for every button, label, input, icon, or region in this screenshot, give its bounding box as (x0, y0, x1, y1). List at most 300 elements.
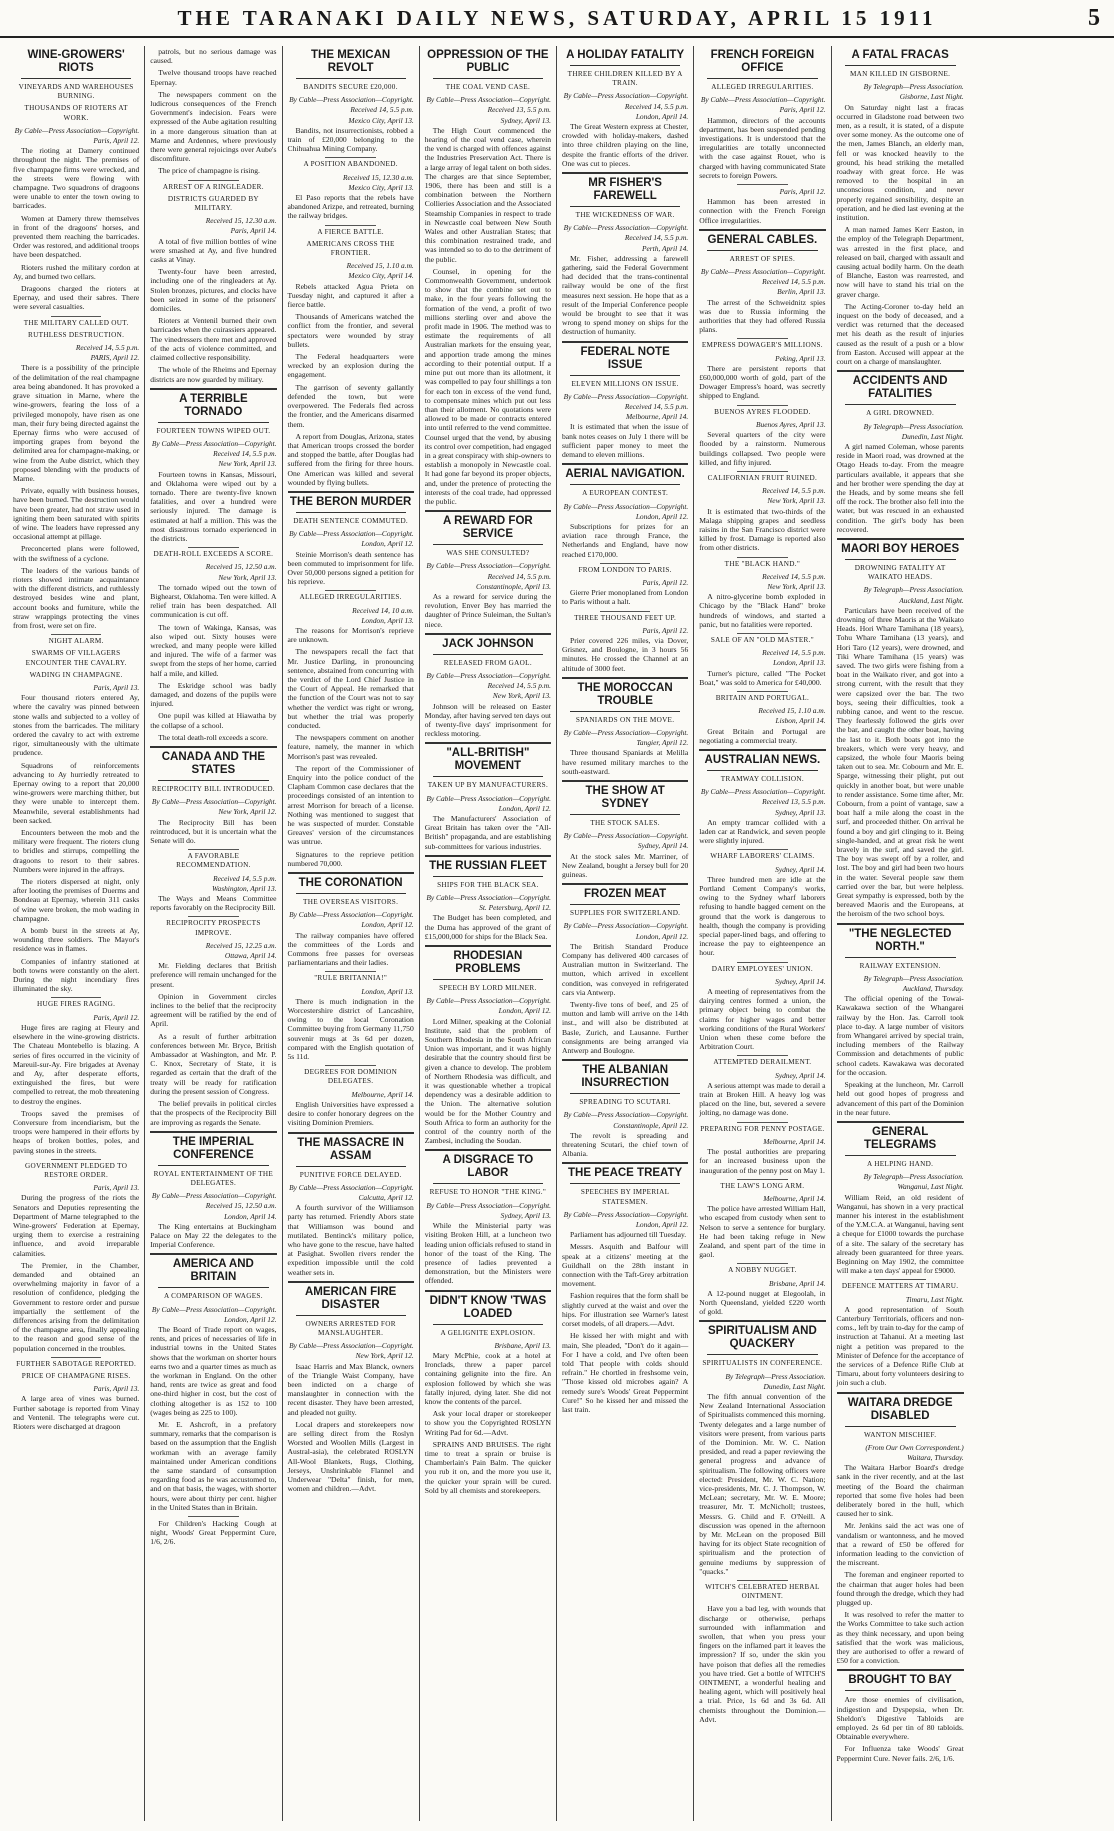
news-story (837, 1279, 964, 1387)
story-dateline: By Cable—Press Association—Copyright. (426, 670, 551, 680)
story-dateline: By Cable—Press Association—Copyright. (289, 910, 414, 920)
story-dateline: Melbourne, April 14. (763, 1136, 826, 1146)
story-dateline: New York, April 13. (492, 691, 551, 701)
news-story (699, 633, 825, 687)
story-separator (325, 971, 376, 972)
story-paragraph: The Reciprocity Bill has been reintroduced, but it is uncertain what the Senate will do. (150, 817, 277, 846)
story-deck: DEATH-ROLL EXCEEDS A SCORE. (153, 550, 274, 559)
headline-rule (845, 1426, 956, 1427)
story-headline: ACCIDENTS AND FATALITIES (852, 375, 948, 401)
story-paragraph: An empty tramcar collided with a laden car at Randwick, and seven people were slightly injured. (699, 817, 826, 846)
masthead (0, 0, 1114, 38)
story-paragraph: A 12-pound nugget at Elegoolah, in North Queensland, yielded £220 worth of gold. (699, 1288, 826, 1317)
story-headline: AUSTRALIAN NEWS. (704, 753, 821, 766)
story-deck: A COMPARISON OF WAGES. (163, 1292, 263, 1301)
column-5 (557, 46, 694, 1821)
news-story (562, 1162, 688, 1414)
headline-rule (707, 78, 817, 79)
story-headline: THE PEACE TREATY (568, 1167, 683, 1180)
news-story (288, 971, 414, 1061)
story-paragraph: Squadrons of reinforcements advancing to Ay hurriedly retreated to Epernay owing to a report that 20,000 wine-growers were marching thither, but they were unable to intercept them. Meanwhile, several establishments had been sacked. (13, 760, 140, 825)
section-rule (288, 1281, 414, 1283)
story-paragraph: As a result of further arbitration conferences between Mr. Bryce, British Ambassador at Washington, and Mr. P. C. Knox, Secretary of State, it is regarded as certain that the draft of the treaty will be ready for ratification during the present session of Congress. (150, 1031, 277, 1096)
section-rule (562, 780, 688, 782)
news-story (150, 849, 276, 912)
story-paragraph: William Reid, an old resident of Wanganui, has shown in a very practical manner his interest in the establishment of the Y.M.C.A. at Wanganui, having sent a cheque for £1000 towards the purchase of a site. The salary of the secretary has already been guaranteed for three years. Beginning on May 1902, the committee will make a ten days' appeal for £9000. (836, 1192, 964, 1276)
headline-rule (433, 1183, 543, 1184)
story-paragraph: A girl named Coleman, whose parents reside in Maori road, was drowned at the Otago Heads to-day. From the meagre particulars available, it appears that she and her brother were spending the day at the Heads, and by some means she fell off the rock. The brother also fell into the water, but was rescued in an exhausted condition. The girl's body has been recovered. (836, 441, 964, 534)
story-dateline: Melbourne, April 14. (351, 1089, 414, 1099)
news-story (425, 633, 551, 739)
headline-rule (570, 711, 680, 712)
story-paragraph: A nitro-glycerine bomb exploded in Chicago by the "Black Hand" broke hundreds of windows, and started a panic, but no fatalities were reported. (699, 592, 826, 629)
story-dateline: Received 14, 5.5 p.m. (762, 571, 826, 581)
story-paragraph: Fashion requires that the form shall be slightly curved at the waist and over the hips. For illustration see Warner's latest corset models, of all drapers.—Advt. (562, 1291, 689, 1329)
headline-rule (570, 904, 680, 905)
news-story (13, 634, 139, 993)
story-paragraph: The town of Wakinga, Kansas, was also wiped out. Sixty houses were wrecked, and many people were killed and injured. The wife of a farmer was swept from the steps of her home, carried half a mile, and killed. (150, 622, 277, 678)
story-dateline: Received 14, 10 a.m. (352, 605, 414, 615)
news-story (288, 225, 414, 487)
story-dateline: New York, April 12. (218, 807, 277, 817)
story-deck: A GIRL DROWNED. (866, 409, 935, 418)
story-dateline: New York, April 13. (767, 581, 826, 591)
story-deck: DROWNING FATALITY AT WAIKATO HEADS. (854, 563, 946, 582)
story-dateline: London, April 12. (635, 1220, 689, 1230)
story-deck: PRICE OF CHAMPAGNE RISES. (21, 1372, 131, 1380)
story-dateline: Paris, April 12. (642, 577, 689, 587)
story-paragraph: A man named James Kerr Easton, in the employ of the Telegraph Department, was arrested in the first place, and released on bail, charged with assault and causing actual bodily harm. On the death of Blanche, Easton was rearrested, and now will have to stand his trial on the graver charge. (836, 225, 964, 299)
section-rule (425, 1290, 551, 1292)
story-dateline: (From Our Own Correspondent.) (865, 1442, 964, 1452)
story-paragraph: Four thousand rioters entered Ay, where the cavalry was pinned between stone walls and subjected to a volley of stones from the barricades. The military ordered the cavalry to act with extreme rigor, simultaneously with the ultimate prudence. (13, 693, 140, 758)
story-dateline: Constantinople, April 13. (475, 581, 551, 591)
story-dateline: By Cable—Press Association—Copyright. (151, 797, 277, 807)
news-story (699, 962, 825, 1052)
story-headline: GENERAL TELEGRAMS (864, 1125, 937, 1151)
story-deck: THE MILITARY CALLED OUT. (23, 318, 129, 327)
news-story (837, 1121, 964, 1275)
story-paragraph: A meeting of representatives from the dairying centres formed a union, the primary object being to combat the claims for higher wages and better working conditions of the Rural Workers' Union when these come before the Arbitration Court. (699, 987, 826, 1052)
story-deck: ROYAL ENTERTAINMENT OF THE DELEGATES. (153, 1169, 274, 1187)
story-dateline: Mexico City, April 13. (348, 182, 414, 192)
story-deck: WAS SHE CONSULTED? (446, 549, 530, 558)
story-paragraph: There is much indignation in the Worcestershire district of Lancashire, owing to the local Coronation Committee buying from Germany 11,750 souvenir mugs at 3s 6d per dozen, compared with the English quotation of 5s 11d. (287, 996, 414, 1062)
headline-rule (707, 1354, 817, 1355)
column-7 (832, 46, 969, 1821)
story-headline: MR FISHER'S FAREWELL (588, 177, 662, 203)
story-headline: SPIRITUALISM AND QUACKERY (707, 1325, 817, 1351)
story-dateline: By Cable—Press Association—Copyright. (563, 1110, 689, 1120)
story-paragraph: Hammon, directors of the accounts department, has been suspended pending investigations. It is understood that the irregularities are totally unconnected with the case against Rouet, who is charged with having communicated State secrets to foreign Powers. (699, 115, 826, 180)
news-story (837, 1392, 964, 1666)
news-story (562, 611, 688, 673)
story-paragraph: A fourth survivor of the Williamson party has returned. Friendly Abors state that Williamson was bound and mutilated. Bentinck's military police, who have gone to the rescue, have halted at Pasighat. Swollen rivers render the expedition impossible until the cold weather sets in. (287, 1203, 414, 1277)
story-paragraph: Gierre Prier monoplaned from London to Paris without a halt. (562, 588, 689, 607)
story-deck: ARREST OF SPIES. (729, 254, 796, 263)
story-dateline: By Cable—Press Association—Copyright. (426, 793, 551, 803)
story-deck: SWARMS OF VILLAGERS ENCOUNTER THE CAVALRY. (25, 649, 127, 667)
headline-rule (433, 544, 543, 545)
story-dateline: By Telegraph—Press Association. (725, 1371, 826, 1381)
story-deck: PREPARING FOR PENNY POSTAGE. (700, 1124, 825, 1133)
headline-rule (433, 78, 543, 79)
story-separator (325, 1065, 376, 1066)
story-paragraph: The belief prevails in political circles that the prospects of the Reciprocity Bill are improving as regards the Senate. (150, 1099, 277, 1127)
story-paragraph: The newspapers comment on another feature, namely, the manner in which Morrison's past was revealed. (287, 733, 414, 761)
news-story (425, 49, 551, 506)
section-rule (425, 633, 551, 635)
story-headline: THE CORONATION (298, 877, 403, 890)
story-deck: OWNERS ARRESTED FOR MANSLAUGHTER. (305, 1319, 396, 1337)
story-deck: RECIPROCITY PROSPECTS IMPROVE. (166, 919, 261, 937)
story-deck: DISTRICTS GUARDED BY MILITARY. (167, 194, 259, 213)
story-dateline: Received 15, 12.50 a.m. (205, 562, 277, 572)
story-deck: ELEVEN MILLIONS ON ISSUE. (571, 379, 679, 388)
section-rule (699, 1320, 825, 1322)
story-paragraph: The rioters dispersed at night, only after looting the premises of Duerms and Bondeau at Epernay, wherein 311 casks of wine were broken, the mob wading in champagne. (13, 877, 140, 923)
story-dateline: Paris, April 12. (779, 187, 826, 197)
story-paragraph: The Eskridge school was badly damaged, and dozens of the pupils were injured. (150, 680, 277, 709)
story-headline: AMERICA AND BRITAIN (172, 1258, 254, 1284)
section-rule (425, 945, 551, 947)
story-dateline: Sydney, April 14. (775, 976, 826, 986)
story-paragraph: Rioters rushed the military cordon at Ay, and burned two cellars. (13, 262, 140, 281)
story-deck: AMERICANS CROSS THE FRONTIER. (306, 239, 395, 258)
story-deck: SPREADING TO SCUTARI. (579, 1098, 671, 1107)
story-separator (51, 997, 102, 998)
story-paragraph: Fourteen towns in Kansas, Missouri, and Oklahoma were wiped out by a tornado. There are twenty-five known fatalities, and over a hundred were seriously injured. The damage is estimated at half a million. This was the most disastrous tornado experienced in the districts. (150, 469, 277, 543)
news-story (425, 1149, 551, 1285)
story-separator (188, 180, 239, 181)
story-paragraph: Mr. E. Ashcroft, in a prefatory summary, remarks that the comparison is based on the assumption that the English workman with an average family maintained under American conditions the same standard of consumption regarding food as he was accustomed to, and on that basis, the wages, with shorter hours, were about thirty per cent. higher in the United States than in Britain. (150, 1419, 277, 1512)
story-deck: A FAVORABLE RECOMMENDATION. (176, 852, 251, 870)
story-separator (737, 184, 788, 185)
story-deck: MAN KILLED IN GISBORNE. (849, 70, 951, 78)
news-story (562, 780, 688, 879)
story-separator (737, 1179, 788, 1180)
story-paragraph: It is estimated that when the issue of bank notes ceases on July 1 there will be sufficient paper money to meet the demand to eleven millions. (562, 422, 689, 460)
headline-rule (433, 979, 543, 980)
story-separator (51, 1357, 102, 1358)
news-story (699, 691, 825, 745)
news-story (150, 180, 276, 384)
story-dateline: Gisborne, Last Night. (899, 92, 964, 102)
story-deck: ALLEGED IRREGULARITIES. (711, 83, 814, 91)
story-deck: FROM LONDON TO PARIS. (578, 565, 672, 574)
story-paragraph: Messrs. Asquith and Balfour will speak at a citizens' meeting at the Guildhall on the 28th instant in connection with the Taft-Grey arbitration movement. (562, 1242, 689, 1289)
story-headline: MAORI BOY HEROES (841, 542, 960, 555)
headline-rule (570, 484, 680, 485)
story-dateline: London, April 13. (773, 658, 826, 668)
section-rule (699, 749, 825, 751)
headline-rule (845, 404, 956, 405)
story-dateline: By Cable—Press Association—Copyright. (289, 529, 414, 539)
story-dateline: Auckland, Last Night. (899, 595, 964, 605)
story-dateline: Received 15, 12.30 a.m. (342, 172, 414, 182)
story-separator (737, 1263, 788, 1264)
story-dateline: Buenos Ayres, April 13. (756, 419, 826, 429)
news-story (837, 923, 964, 1117)
story-deck: WITCH'S CELEBRATED HERBAL OINTMENT. (705, 1583, 820, 1601)
story-dateline: By Telegraph—Press Association. (863, 421, 964, 431)
story-deck: SUPPLIES FOR SWITZERLAND. (569, 909, 681, 918)
headline-rule (433, 876, 543, 877)
news-story (13, 49, 139, 312)
story-dateline: Paris, April 13. (93, 1183, 140, 1193)
story-deck: THE STOCK SALES. (590, 818, 660, 827)
story-paragraph: A good representation of South Canterbury Territorials, officers and non-coms., left by train to-day for the camp of instruction at Tahanui. At a meeting last night a petition was prepared to the Minister of Defence for the acceptance of the services of a Defence Rifle Club at Timaru, about forty volunteers desiring to join such a club. (836, 1304, 964, 1388)
section-rule (837, 538, 964, 540)
story-paragraph: The reasons for Morrison's reprieve are unknown. (287, 625, 414, 645)
story-dateline: Sydney, April 13. (500, 1210, 551, 1220)
story-dateline: Sydney, April 14. (637, 841, 689, 851)
story-paragraph: Counsel, in opening for the Commonwealth Government, undertook to show that the combine set out to make, in the four years following the formation of the vend, a profit of two millions sterling over and above the profit made in 1906. The method was to estimate the requirements of all Australian markets for the ensuing year, and apportion trade among the mines according to their potential output. If a mine put out more than its allotment, it was compelled to pay four shillings a ton for each ton in excess of the vend fund, to compensate mines which put out less than their allotment. No quotations were allowed to be made or contracts entered into until referred to the vend committee. Counsel urged that the vend, by abusing its control over competition, had engaged in a great conspiracy with ship-owners to establish a monopoly in Newcastle coal. It had gone far beyond its proper objects, and, under the pretence of protecting the interests of the coal trade, had oppressed the public. (424, 266, 551, 506)
story-dateline: By Cable—Press Association—Copyright. (563, 921, 689, 931)
story-paragraph: Mr. Fielding declares that British preference will remain unchanged for the present. (150, 961, 277, 989)
news-story (699, 849, 825, 957)
story-dateline: Received 14, 5.5 p.m. (762, 486, 826, 496)
story-dateline: Brisbane, April 13. (494, 1340, 551, 1350)
story-paragraph: Isaac Harris and Max Blanck, owners of the Triangle Waist Company, have been indicted on a charge of manslaughter in connection with the recent disaster. They have been arrested, and pleaded not guilty. (287, 1361, 414, 1417)
story-dateline: By Cable—Press Association—Copyright. (14, 125, 140, 135)
news-story (837, 370, 964, 534)
news-story (699, 557, 825, 629)
story-headline: RHODESIAN PROBLEMS (453, 950, 523, 976)
story-separator (51, 316, 102, 317)
story-paragraph: SPRAINS AND BRUISES. The right time to treat a sprain or bruise is Chamberlain's Pain Balm. The quicker you rub it on, and the more you use it, the quicker your sprain will be cured. Sold by all chemists and storekeepers. (424, 1439, 551, 1495)
story-paragraph: The Ways and Means Committee reports favorably on the Reciprocity Bill. (150, 894, 277, 913)
news-story (13, 1357, 139, 1431)
news-story (150, 916, 276, 1126)
story-paragraph: The tornado wiped out the town of Bighearst, Oklahoma. Ten were killed. A relief train has been despatched. All communication is cut off. (150, 582, 277, 620)
story-dateline: By Cable—Press Association—Copyright. (563, 727, 689, 737)
story-dateline: London, April 13. (361, 615, 414, 625)
story-headline: "ALL-BRITISH" MOVEMENT (446, 747, 530, 773)
news-story (699, 184, 825, 225)
news-story (425, 945, 551, 1145)
news-story (562, 563, 688, 607)
story-deck: SPEECHES BY IMPERIAL STATESMEN. (580, 1188, 670, 1206)
column-1 (8, 46, 145, 1821)
story-deck: DAIRY EMPLOYEES' UNION. (711, 964, 813, 973)
headline-rule (845, 1690, 956, 1691)
headline-rule (296, 512, 406, 513)
story-separator (600, 611, 651, 612)
headline-rule (158, 1287, 268, 1288)
story-dateline: Received 14, 5.5 p.m. (213, 449, 277, 459)
story-dateline: Sydney, April 14. (775, 1070, 826, 1080)
headline-rule (570, 814, 680, 815)
column-6 (694, 46, 831, 1821)
story-dateline: London, April 12. (635, 931, 689, 941)
story-dateline: Received 14, 5.5 p.m. (624, 402, 689, 412)
story-dateline: London, April 12. (498, 1006, 551, 1016)
story-paragraph: Huge fires are raging at Fleury and elsewhere in the wine-growing districts. The Chateau Montebello is blazing. A series of fires occurred in the vicinity of Mareuil-sur-Ay. Fire brigades at Avenay and Ay, after desperate efforts, extinguished the fires, but were compelled to retreat, the mob threatening to destroy the engines. (13, 1022, 140, 1106)
story-dateline: Paris, April 12. (93, 136, 140, 146)
story-deck: GOVERNMENT PLEDGED TO RESTORE ORDER. (25, 1161, 128, 1179)
story-dateline: By Cable—Press Association—Copyright. (700, 787, 826, 797)
story-separator (325, 157, 376, 158)
story-dateline: Received 15, 1.10 a.m. (346, 261, 414, 271)
story-dateline: Timaru, Last Night. (905, 1294, 964, 1304)
news-story (150, 47, 276, 176)
story-separator (600, 563, 651, 564)
story-paragraph: Rioters at Ventenil burned their own barricades when the cuirassiers appeared. The vinedressers there met and approved of the acts of violence committed, and claimed collective responsibility. (150, 316, 277, 363)
story-paragraph: A large area of vines was burned. Further sabotage is reported from Vinay and Ventenil. The telegraphs were cut. Rioters were discharged at dragoon (13, 1394, 140, 1432)
story-dateline: New York, April 12. (355, 1351, 414, 1361)
story-dateline: Brisbane, April 14. (768, 1278, 826, 1288)
news-story (699, 1179, 825, 1260)
story-dateline: Received 15, 12.50 a.m. (205, 1201, 277, 1211)
story-paragraph: Three hundred men are idle at the Portland Cement Company's works, owing to the Sydney wharf laborers refusing to handle bagged cement on the ground that the work is dangerous to health, though the company is providing special paper-lined bags, and offering to increase the pay to eighteenpence an hour. (699, 874, 826, 958)
story-dateline: By Cable—Press Association—Copyright. (426, 95, 551, 105)
section-rule (150, 746, 276, 748)
story-headline: AMERICAN FIRE DISASTER (304, 1285, 397, 1311)
story-headline: A REWARD FOR SERVICE (443, 515, 533, 541)
story-deck: CALIFORNIAN FRUIT RUINED. (707, 473, 818, 482)
headline-rule (433, 654, 543, 655)
story-paragraph: During the progress of the riots the Senators and Deputies representing the Department of Marne telegraphed to the Wine-growers' Federation at Epernay, urging them to exercise a restraining influence, and avoid irreparable calamities. (13, 1193, 140, 1258)
story-deck: RAILWAY EXTENSION. (859, 961, 941, 970)
story-dateline: Wanganui, Last Night. (897, 1182, 964, 1192)
headline-rule (707, 250, 817, 251)
news-story (150, 1516, 276, 1547)
story-dateline: Received 13, 5.5 p.m. (762, 797, 826, 807)
story-paragraph: Mary McPhie, cook at a hotel at Ironclads, threw a paper parcel containing gelignite into the fire. An explosion followed by which she was fatally injured, dying later. She did not know the contents of the parcel. (424, 1350, 551, 1406)
story-paragraph: Mr. Fisher, addressing a farewell gathering, said the Federal Government had decided that the trans-continental railway would be one of the first measures next session. He hope that as a result of the Imperial Conference people would be brought to see that it was wrong to spend money on ships for the destruction of humanity. (562, 253, 689, 337)
headline-rule (570, 1093, 680, 1094)
story-paragraph: Lord Milner, speaking at the Colonial Institute, said that the problem of Southern Rhodesia in the South African Union was important, and it was highly desirable that the country should first be given a chance to develop. The problem of Northern Rhodesia was difficult, and it was questionable whether a tropical dependency was a desirable addition to the Union. The alternative solution would be for the Mother Country and South Africa to form an authority for the control of the country north of the Zambesi, including the Soudan. (424, 1016, 551, 1146)
story-paragraph: Subscriptions for prizes for an aviation race through France, the Netherlands and England, have now reached £170,000. (562, 521, 689, 559)
section-rule (562, 172, 688, 174)
story-deck: HUGE FIRES RAGING. (36, 1000, 116, 1009)
story-paragraph: Signatures to the reprieve petition numbered 70,000. (287, 849, 414, 868)
story-paragraph: As a reward for service during the revolution, Enver Bey has married the daughter of Prince Suleiman, the Sultan's niece. (424, 591, 551, 629)
story-paragraph: A total of five million bottles of wine were smashed at Ay, and five hundred casks at Vinay. (150, 236, 277, 265)
story-deck: ALLEGED IRREGULARITIES. (299, 593, 402, 602)
story-separator (875, 1279, 926, 1280)
story-headline: THE BERON MURDER (289, 495, 412, 508)
headline-rule (845, 559, 956, 560)
story-dateline: New York, April 13. (218, 572, 277, 582)
story-paragraph: Women at Damery threw themselves in front of the dragoons' horses, and prevented them reaching the barricades. Order was restored, and additional troops have been despatched. (13, 213, 140, 260)
story-headline: THE MEXICAN REVOLT (311, 49, 391, 74)
story-paragraph: English Universities have expressed a desire to confer honorary degrees on the visiting Dominion Premiers. (287, 1099, 414, 1128)
story-deck: THE COAL VEND CASE. (445, 83, 531, 91)
headline-rule (21, 78, 131, 79)
story-paragraph: The Budget has been completed, and the Duma has approved of the grant of £15,000,000 for ships for the Black Sea. (424, 913, 551, 941)
story-headline: WINE-GROWERS' RIOTS (27, 49, 125, 74)
headline-rule (433, 776, 543, 777)
masthead-title: THE TARANAKI DAILY NEWS, SATURDAY, APRIL 15 1911 (177, 5, 937, 30)
story-paragraph: He kissed her with might and with main, She pleaded, "Don't do it again— For I have a cold, and I've often been told That people with colds should refrain." He chortled in freshsome vein, "Those kissed old microbes again? A remedy sure's Woods' Great Peppermint Cure!" So he kissed her and missed the last train. (562, 1331, 689, 1414)
story-dateline: Dunedin, Last Night. (763, 1381, 826, 1391)
story-headline: GENERAL CABLES. (707, 233, 818, 246)
story-paragraph: The leaders of the various bands of rioters showed intimate acquaintance with the different districts, and ruthlessly destroyed besides wine and plant, account books and furniture, while the straw wrappings protecting the vines from frost, were set on fire. (13, 565, 140, 630)
story-deck: SALE OF AN "OLD MASTER." (710, 635, 814, 644)
story-headline: THE SHOW AT SYDNEY (585, 784, 665, 810)
story-separator (737, 849, 788, 850)
section-rule (562, 463, 688, 465)
column-3 (283, 46, 420, 1821)
news-story (425, 855, 551, 941)
headline-rule (570, 206, 680, 207)
story-paragraph: The postal authorities are preparing for an increased business upon the inauguration of the penny post on May 1. (699, 1147, 826, 1175)
story-separator (188, 916, 239, 917)
story-headline: OPPRESSION OF THE PUBLIC (427, 49, 549, 74)
story-paragraph: Companies of infantry stationed at both towns were constantly on the alert. During the night incendiary fires illuminated the sky. (13, 956, 140, 994)
story-paragraph: One pupil was killed at Hiawatha by the collapse of a school. (150, 711, 277, 730)
story-paragraph: Thousands of Americans watched the conflict from the frontier, and several spectators were wounded by stray bullets. (287, 312, 414, 349)
story-dateline: Constantinople, April 12. (613, 1120, 689, 1130)
news-story (699, 49, 825, 180)
news-story (562, 341, 688, 460)
story-paragraph: The Federal headquarters were wrecked by an explosion during the engagement. (287, 352, 414, 380)
story-paragraph: The Acting-Coroner to-day held an inquest on the body of deceased, and a verdict was returned that the deceased met his death as the result of injuries caused as the result of a push or a blow from Easton. Accused will appear at the court on a charge of manslaughter. (836, 301, 964, 367)
story-separator (737, 691, 788, 692)
story-deck: THREE THOUSAND FEET UP. (574, 613, 677, 622)
news-story (288, 872, 414, 967)
story-dateline: By Cable—Press Association—Copyright. (289, 1182, 414, 1192)
story-headline: A TERRIBLE TORNADO (179, 392, 248, 418)
story-dateline: By Cable—Press Association—Copyright. (426, 893, 551, 903)
story-deck: DEATH SENTENCE COMMUTED. (293, 516, 409, 525)
story-paragraph: The newspapers comment on the ludicrous consequences of the French Government's indecision. Fears were expressed of the Aube agitation resulting in a more dangerous situation than at Marne and Ardennes, where previously there were general rejoicings over Aube's discomfiture. (150, 89, 277, 164)
story-deck: A NOBBY NUGGET. (728, 1266, 797, 1275)
story-separator (737, 633, 788, 634)
story-paragraph: The total death-roll exceeds a score. (158, 732, 268, 742)
story-dateline: London, April 14. (635, 111, 689, 121)
story-headline: WAITARA DREDGE DISABLED (847, 1396, 953, 1422)
story-paragraph: Bandits, not insurrectionists, robbed a train of £20,000 belonging to the Chihuahua Mining Company. (287, 125, 414, 154)
story-deck: THREE CHILDREN KILLED BY A TRAIN. (567, 70, 683, 88)
story-dateline: Received 14, 5.5 p.m. (762, 277, 826, 287)
news-story (699, 1320, 825, 1576)
story-deck: FURTHER SABOTAGE REPORTED. (16, 1359, 137, 1368)
section-rule (288, 872, 414, 874)
story-dateline: Washington, April 13. (212, 883, 277, 893)
story-paragraph: A bomb burst in the streets at Ay, wounding three soldiers. The Mayor's residence was in flames. (13, 926, 140, 954)
story-dateline: By Cable—Press Association—Copyright. (426, 561, 551, 571)
story-paragraph: The price of champagne is rising. (158, 166, 260, 176)
story-dateline: Dunedin, Last Night. (901, 431, 964, 441)
story-deck: SPANIARDS ON THE MOVE. (575, 715, 675, 724)
story-dateline: Paris, April 12. (93, 1012, 140, 1022)
story-headline: "THE NEGLECTED NORTH." (848, 927, 952, 953)
story-paragraph: The police have arrested William Hall, who escaped from custody when sent to Nelson to serve a sentence for burglary. He had been taking refuge in New Zealand, and spent part of the time in gaol. (699, 1204, 826, 1260)
headline-rule (433, 1324, 543, 1325)
news-story (288, 157, 414, 220)
news-story (699, 1055, 825, 1117)
story-paragraph: Twenty-four have been arrested, including one of the ringleaders at Ay. Stolen bronzes, pictures, and clocks have been seized in some of the prisoners' domiciles. (150, 267, 277, 314)
story-paragraph: Mr. Jenkins said the act was one of vandalism or wantonness, and he moved that a reward of £50 be offered for information leading to the conviction of the miscreant. (836, 1521, 964, 1568)
news-story (699, 471, 825, 553)
story-deck: VINEYARDS AND WAREHOUSES BURNING. (18, 83, 134, 101)
story-paragraph: For Influenza take Woods' Great Peppermint Cure. Never fails. 2/6, 1/6. (836, 1744, 964, 1763)
news-story (288, 491, 414, 586)
story-paragraph: The official opening of the Towai-Kawakawa section of the Whangarei railway by the Hon. Jas. Carroll took place to-day. A large number of visitors from Whangarei arrived by special train, including members of the Railway Commission and detachments of public school cadets. Kawakawa was decorated for the occasion. (836, 994, 964, 1077)
news-story (699, 229, 825, 335)
story-paragraph: The British Standard Produce Company has delivered 400 carcases of Australian mutton in Switzerland. The mutton, which arrived in excellent condition, was conveyed in refrigerated cars via Antwerp. (562, 941, 689, 997)
story-dateline: London, April 14. (224, 1211, 277, 1221)
story-paragraph: El Paso reports that the rebels have abandoned Arizpe, and retreated, burning the railway bridges. (287, 193, 414, 221)
story-deck: A GELIGNITE EXPLOSION. (440, 1328, 536, 1337)
news-story (837, 49, 964, 366)
section-rule (562, 1162, 688, 1164)
story-deck: BUENOS AYRES FLOODED. (714, 407, 811, 416)
story-paragraph: Great Britain and Portugal are negotiating a commercial treaty. (699, 726, 826, 745)
